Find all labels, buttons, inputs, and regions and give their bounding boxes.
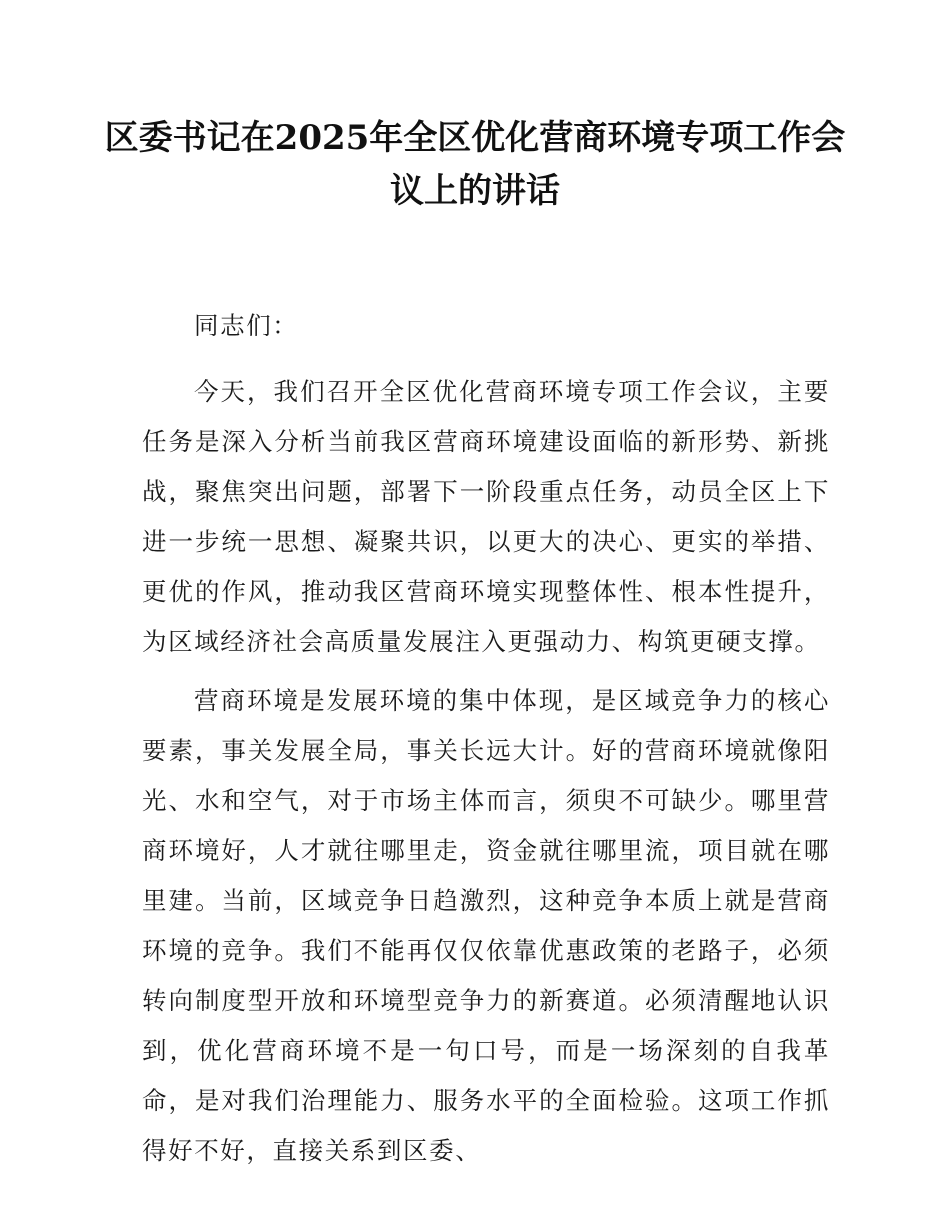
paragraph-2: 营商环境是发展环境的集中体现，是区域竞争力的核心要素，事关发展全局，事关长远大计。好的营商环境就像阳光、水和空气，对于市场主体而言，须臾不可缺少。哪里营商环境好，人才就往哪里走，资金就往哪里流，项目就在哪里建。当前，区域竞争日趋激烈，这种竞争本质上就是营商环境的竞争。我们不能再仅仅依靠优惠政策的老路子，必须转向制度型开放和环境型竞争力的新赛道。必须清醒地认识到，优化营商环境不是一句口号，而是一场深刻的自我革命，是对我们治理能力、服务水平的全面检验。这项工作抓得好不好，直接关系到区委、 (142, 686, 830, 1165)
salutation: 同志们： (194, 311, 299, 340)
document-title: 区委书记在2025年全区优化营商环境专项工作会议上的讲话 (104, 118, 846, 211)
paragraph-1: 今天，我们召开全区优化营商环境专项工作会议，主要任务是深入分析当前我区营商环境建设面临的新形势、新挑战，聚焦突出问题，部署下一阶段重点任务，动员全区上下进一步统一思想、凝聚共识，以更大的决心、更实的举措、更优的作风，推动我区营商环境实现整体性、根本性提升，为区域经济社会高质量发展注入更强动力、构筑更硬支撑。 (142, 377, 830, 656)
